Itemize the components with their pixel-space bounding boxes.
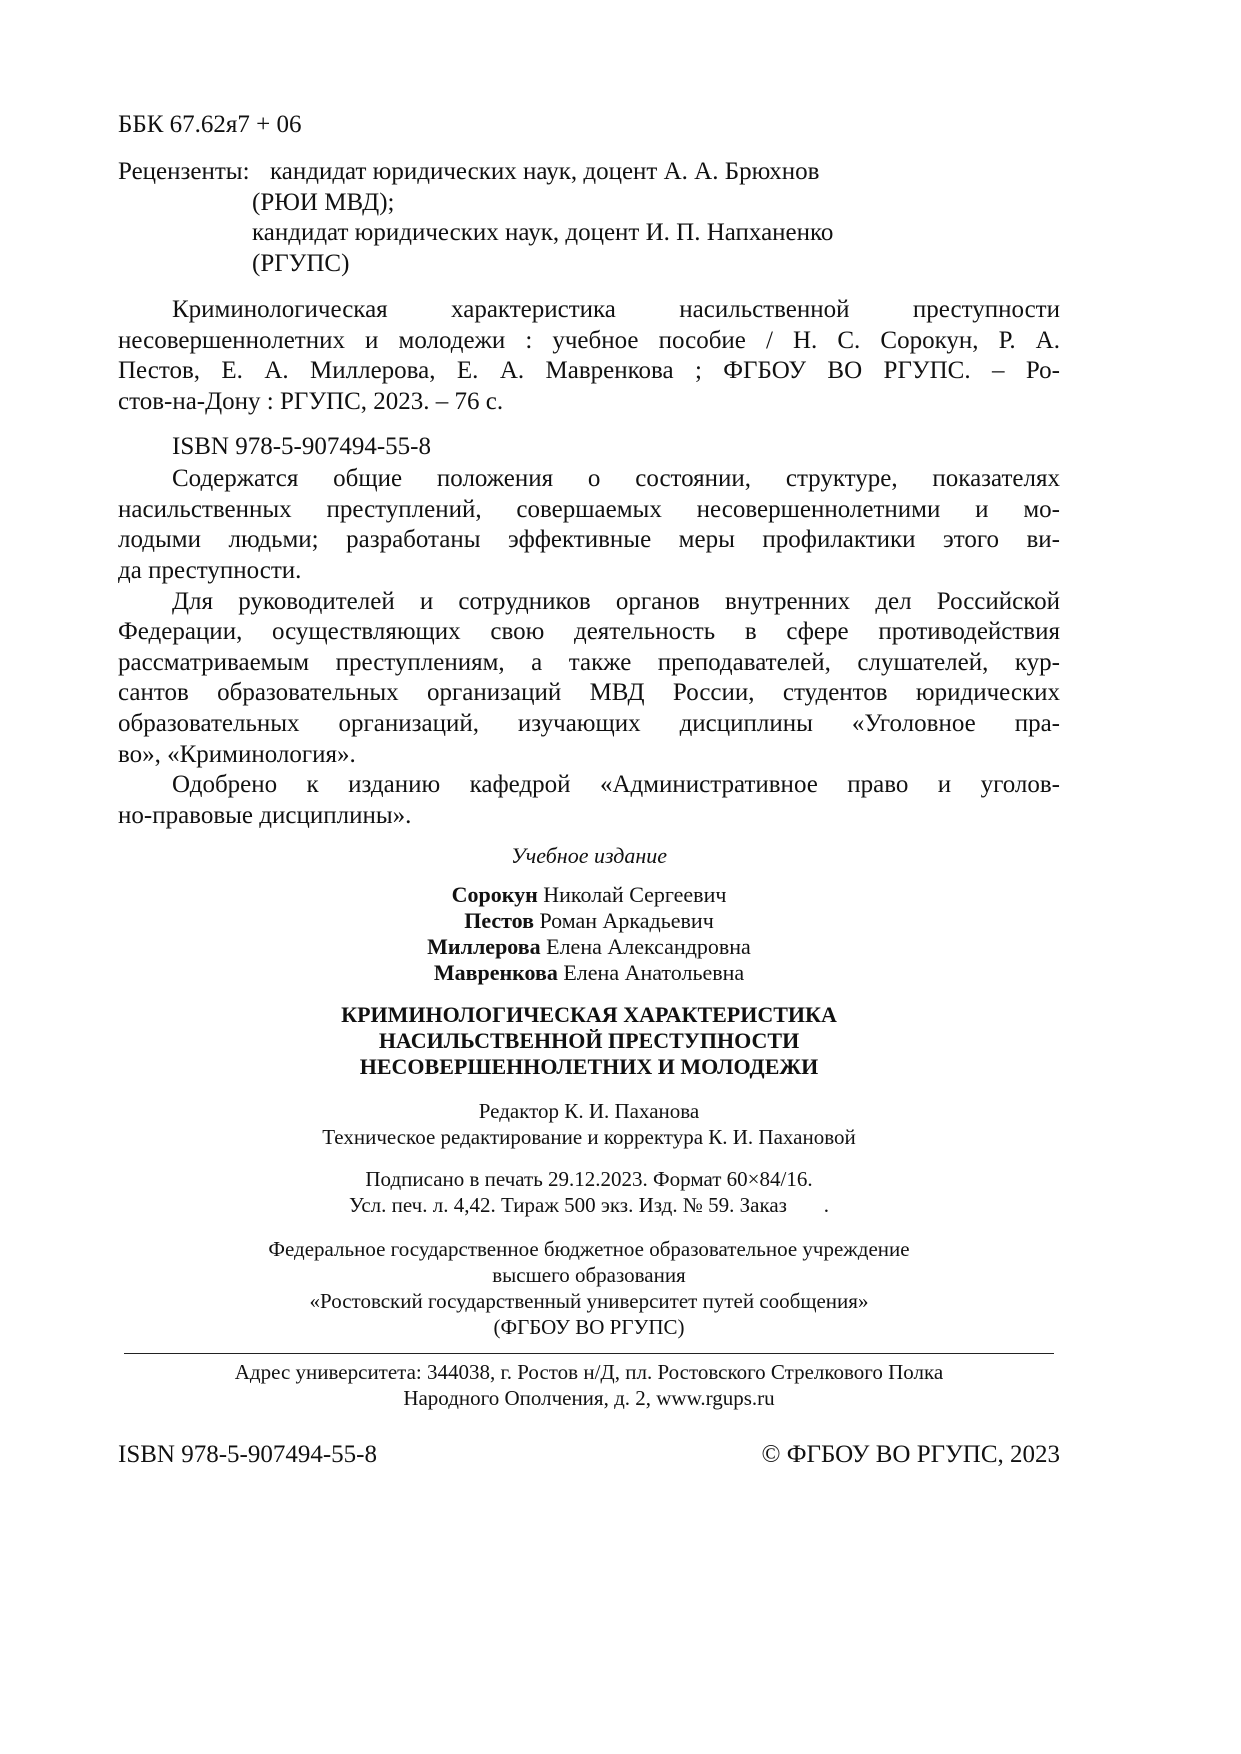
author-name: Елена Анатольевна	[563, 960, 745, 985]
print-info-line: Усл. печ. л. 4,42. Тираж 500 экз. Изд. № 59. Заказ .	[349, 1193, 829, 1217]
audience-line: во», «Криминология».	[118, 741, 356, 768]
address-line: Адрес университета: 344038, г. Ростов н/Д, пл. Ростовского Стрелкового Полка	[234, 1360, 944, 1384]
author-name: Елена Александровна	[546, 934, 751, 959]
reviewer-1: кандидат юридических наук, доцент А. А. Брюхнов	[270, 158, 820, 185]
audience-line: Федерации, осуществляющих свою деятельность в сфере противодействия	[118, 618, 1060, 645]
author-line	[118, 958, 1060, 987]
abstract-line: насильственных преступлений, совершаемых несовершеннолетними и мо-	[118, 496, 1060, 523]
author-surname: Миллерова	[427, 934, 541, 959]
reviewer-2: кандидат юридических наук, доцент И. П. Напханенко	[252, 219, 834, 246]
citation-line: несовершеннолетних и молодежи : учебное пособие / Н. С. Сорокун, Р. А.	[118, 327, 1060, 354]
publisher-line: Федеральное государственное бюджетное образовательное учреждение	[268, 1237, 910, 1261]
approval-line: но-правовые дисциплины».	[118, 802, 412, 829]
approval-line: Одобрено к изданию кафедрой «Административное право и уголов-	[172, 771, 1060, 798]
title-line: НЕСОВЕРШЕННОЛЕТНИХ И МОЛОДЕЖИ	[359, 1054, 819, 1079]
author-name: Роман Аркадьевич	[539, 908, 714, 933]
citation-line: стов-на-Дону : РГУПС, 2023. – 76 с.	[118, 388, 504, 415]
edition-type: Учебное издание	[510, 843, 668, 868]
reviewer-1-affiliation: (РЮИ МВД);	[252, 189, 395, 216]
footer-isbn: ISBN 978-5-907494-55-8	[118, 1441, 378, 1468]
author-surname: Пестов	[464, 908, 534, 933]
author-surname: Мавренкова	[433, 960, 558, 985]
audience-line: образовательных организаций, изучающих дисциплины «Уголовное пра-	[118, 710, 1060, 737]
audience-line: Для руководителей и сотрудников органов внутренних дел Российской	[172, 588, 1060, 615]
publisher-line: «Ростовский государственный университет путей сообщения»	[309, 1289, 869, 1313]
title-line: КРИМИНОЛОГИЧЕСКАЯ ХАРАКТЕРИСТИКА	[341, 1002, 837, 1027]
author-name: Николай Сергеевич	[543, 882, 727, 907]
abstract-line: лодыми людьми; разработаны эффективные меры профилактики этого ви-	[118, 526, 1060, 553]
footer-copyright: © ФГБОУ ВО РГУПС, 2023	[761, 1441, 1060, 1468]
citation-line: Криминологическая характеристика насильственной преступности	[172, 296, 1060, 323]
publisher-line: (ФГБОУ ВО РГУПС)	[493, 1315, 685, 1339]
abstract-line: да преступности.	[118, 557, 302, 584]
audience-line: сантов образовательных организаций МВД России, студентов юридических	[118, 679, 1060, 706]
author-line	[118, 932, 1060, 961]
publisher-line: высшего образования	[492, 1263, 686, 1287]
reviewers-label: Рецензенты:	[118, 158, 250, 185]
audience-line: рассматриваемым преступлениям, а также преподавателей, слушателей, кур-	[118, 649, 1060, 676]
bbk-code: ББК 67.62я7 + 06	[118, 111, 302, 138]
author-surname: Сорокун	[451, 882, 538, 907]
divider-line	[124, 1353, 1054, 1354]
title-line: НАСИЛЬСТВЕННОЙ ПРЕСТУПНОСТИ	[378, 1028, 800, 1053]
citation-line: Пестов, Е. А. Миллерова, Е. А. Мавренкова ; ФГБОУ ВО РГУПС. – Ро-	[118, 357, 1060, 384]
abstract-line: Содержатся общие положения о состоянии, структуре, показателях	[172, 465, 1060, 492]
author-line	[118, 906, 1060, 935]
tech-editing-line: Техническое редактирование и корректура К. И. Пахановой	[322, 1125, 856, 1149]
isbn-line: ISBN 978-5-907494-55-8	[172, 433, 432, 460]
reviewer-2-affiliation: (РГУПС)	[252, 250, 350, 277]
print-info-line: Подписано в печать 29.12.2023. Формат 60×84/16.	[365, 1167, 813, 1191]
editor-line: Редактор К. И. Паханова	[478, 1099, 700, 1123]
address-line: Народного Ополчения, д. 2, www.rgups.ru	[403, 1386, 775, 1410]
author-line	[118, 880, 1060, 909]
